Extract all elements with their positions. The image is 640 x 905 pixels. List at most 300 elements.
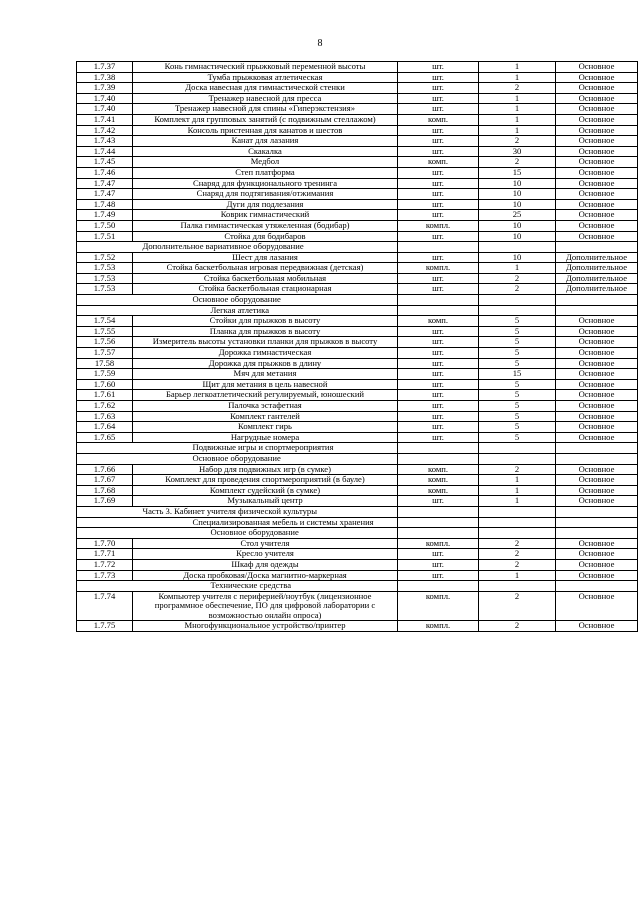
section-title: Основное оборудование	[133, 528, 398, 539]
table-row	[77, 146, 638, 157]
item-quantity: 5	[479, 401, 556, 412]
item-quantity: 1	[479, 114, 556, 125]
item-type: Дополнительное	[556, 273, 638, 284]
item-unit: шт.	[398, 358, 479, 369]
section-unit-cell	[398, 517, 479, 528]
item-number: 1.7.57	[77, 348, 133, 359]
table-row	[77, 252, 638, 263]
section-number-cell	[77, 506, 133, 517]
item-unit: шт.	[398, 104, 479, 115]
item-number: 1.7.47	[77, 189, 133, 200]
item-quantity: 15	[479, 167, 556, 178]
item-unit: шт.	[398, 411, 479, 422]
item-unit: компл.	[398, 621, 479, 632]
item-type: Основное	[556, 358, 638, 369]
item-unit: шт.	[398, 326, 479, 337]
item-unit: компл.	[398, 263, 479, 274]
item-quantity: 30	[479, 146, 556, 157]
item-unit: шт.	[398, 178, 479, 189]
item-quantity: 5	[479, 326, 556, 337]
item-unit: шт.	[398, 422, 479, 433]
item-name: Комплект гирь	[133, 422, 398, 433]
item-unit: шт.	[398, 199, 479, 210]
item-number: 1.7.56	[77, 337, 133, 348]
item-quantity: 1	[479, 485, 556, 496]
item-number: 1.7.41	[77, 114, 133, 125]
item-quantity: 1	[479, 104, 556, 115]
item-number: 1.7.68	[77, 485, 133, 496]
section-qty-cell	[479, 443, 556, 454]
item-name: Снаряд для функционального тренинга	[133, 178, 398, 189]
item-type: Основное	[556, 390, 638, 401]
item-name: Палочка эстафетная	[133, 401, 398, 412]
item-number: 1.7.55	[77, 326, 133, 337]
section-number-cell	[77, 528, 133, 539]
item-type: Дополнительное	[556, 284, 638, 295]
item-number: 1.7.62	[77, 401, 133, 412]
table-row	[77, 114, 638, 125]
item-unit: шт.	[398, 369, 479, 380]
item-quantity: 5	[479, 422, 556, 433]
item-quantity: 10	[479, 220, 556, 231]
table-row	[77, 621, 638, 632]
item-name: Планка для прыжков в высоту	[133, 326, 398, 337]
section-header-row	[77, 453, 638, 464]
item-name: Тренажер навесной для спины «Гиперэкстензия»	[133, 104, 398, 115]
table-row	[77, 263, 638, 274]
item-type: Основное	[556, 369, 638, 380]
item-type: Основное	[556, 178, 638, 189]
item-number: 1.7.46	[77, 167, 133, 178]
item-quantity: 2	[479, 464, 556, 475]
table-row	[77, 411, 638, 422]
item-type: Дополнительное	[556, 263, 638, 274]
item-number: 1.7.67	[77, 475, 133, 486]
item-number: 1.7.73	[77, 570, 133, 581]
item-type: Основное	[556, 231, 638, 242]
item-number: 1.7.52	[77, 252, 133, 263]
table-row	[77, 401, 638, 412]
section-header-row	[77, 305, 638, 316]
item-type: Основное	[556, 475, 638, 486]
item-unit: шт.	[398, 146, 479, 157]
table-row	[77, 559, 638, 570]
item-unit: шт.	[398, 252, 479, 263]
item-number: 1.7.38	[77, 72, 133, 83]
section-unit-cell	[398, 295, 479, 306]
item-quantity: 2	[479, 549, 556, 560]
item-unit: шт.	[398, 284, 479, 295]
item-quantity: 2	[479, 559, 556, 570]
section-qty-cell	[479, 528, 556, 539]
item-type: Основное	[556, 125, 638, 136]
item-name: Стойка баскетбольная игровая передвижная (детская)	[133, 263, 398, 274]
item-name: Степ платформа	[133, 167, 398, 178]
item-unit: шт.	[398, 167, 479, 178]
item-name: Мяч для метания	[133, 369, 398, 380]
section-qty-cell	[479, 295, 556, 306]
item-unit: комп.	[398, 157, 479, 168]
item-type: Основное	[556, 93, 638, 104]
item-number: 1.7.60	[77, 379, 133, 390]
section-unit-cell	[398, 443, 479, 454]
section-number-cell	[77, 295, 133, 306]
item-number: 1.7.53	[77, 263, 133, 274]
section-type-cell	[556, 581, 638, 592]
item-type: Основное	[556, 464, 638, 475]
item-type: Основное	[556, 559, 638, 570]
item-quantity: 10	[479, 199, 556, 210]
item-quantity: 15	[479, 369, 556, 380]
item-quantity: 1	[479, 72, 556, 83]
section-qty-cell	[479, 242, 556, 253]
item-number: 1.7.71	[77, 549, 133, 560]
item-number: 1.7.48	[77, 199, 133, 210]
table-row	[77, 326, 638, 337]
item-name: Коврик гимнастический	[133, 210, 398, 221]
section-unit-cell	[398, 528, 479, 539]
item-type: Основное	[556, 422, 638, 433]
section-header-row	[77, 506, 638, 517]
item-quantity: 2	[479, 284, 556, 295]
item-type: Основное	[556, 146, 638, 157]
item-number: 1.7.53	[77, 273, 133, 284]
section-number-cell	[77, 581, 133, 592]
section-type-cell	[556, 517, 638, 528]
item-name: Дорожка гимнастическая	[133, 348, 398, 359]
item-type: Основное	[556, 485, 638, 496]
table-row	[77, 390, 638, 401]
table-row	[77, 485, 638, 496]
section-type-cell	[556, 443, 638, 454]
section-number-cell	[77, 443, 133, 454]
section-unit-cell	[398, 242, 479, 253]
item-number: 1.7.42	[77, 125, 133, 136]
item-name: Компьютер учителя с периферией/ноутбук (лицензионное программное обеспечение, ПО для цифровой лаборатории с возможностью онлайн опроса)	[133, 591, 398, 621]
table-row	[77, 231, 638, 242]
item-name: Стол учителя	[133, 538, 398, 549]
item-quantity: 2	[479, 136, 556, 147]
item-name: Дуги для подлезания	[133, 199, 398, 210]
item-quantity: 1	[479, 475, 556, 486]
section-unit-cell	[398, 453, 479, 464]
section-type-cell	[556, 453, 638, 464]
item-quantity: 10	[479, 189, 556, 200]
table-row	[77, 72, 638, 83]
item-number: 1.7.70	[77, 538, 133, 549]
item-quantity: 25	[479, 210, 556, 221]
item-unit: шт.	[398, 390, 479, 401]
item-name: Барьер легкоатлетический регулируемый, юношеский	[133, 390, 398, 401]
table-row	[77, 337, 638, 348]
item-number: 1.7.54	[77, 316, 133, 327]
item-quantity: 10	[479, 252, 556, 263]
item-number: 1.7.49	[77, 210, 133, 221]
table-row	[77, 316, 638, 327]
item-number: 1.7.50	[77, 220, 133, 231]
section-type-cell	[556, 242, 638, 253]
table-row	[77, 189, 638, 200]
item-number: 1.7.44	[77, 146, 133, 157]
table-row	[77, 136, 638, 147]
item-quantity: 5	[479, 411, 556, 422]
section-number-cell	[77, 305, 133, 316]
section-title: Технические средства	[133, 581, 398, 592]
section-title: Специализированная мебель и системы хранения	[133, 517, 398, 528]
table-row	[77, 93, 638, 104]
section-qty-cell	[479, 305, 556, 316]
item-type: Основное	[556, 411, 638, 422]
item-quantity: 1	[479, 93, 556, 104]
item-unit: шт.	[398, 549, 479, 560]
section-unit-cell	[398, 305, 479, 316]
item-number: 1.7.39	[77, 83, 133, 94]
item-number: 1.7.47	[77, 178, 133, 189]
item-quantity: 1	[479, 496, 556, 507]
item-quantity: 2	[479, 621, 556, 632]
item-quantity: 10	[479, 231, 556, 242]
table-row	[77, 348, 638, 359]
item-unit: шт.	[398, 125, 479, 136]
table-row	[77, 422, 638, 433]
item-name: Комплект для проведения спортмероприятий (в бауле)	[133, 475, 398, 486]
table-row	[77, 475, 638, 486]
item-type: Основное	[556, 316, 638, 327]
item-name: Тренажер навесной для пресса	[133, 93, 398, 104]
table-row	[77, 538, 638, 549]
item-unit: шт.	[398, 210, 479, 221]
table-row	[77, 199, 638, 210]
table-row	[77, 125, 638, 136]
table-row	[77, 284, 638, 295]
item-unit: компл.	[398, 591, 479, 621]
item-number: 1.7.65	[77, 432, 133, 443]
item-name: Снаряд для подтягивания/отжимания	[133, 189, 398, 200]
item-unit: шт.	[398, 273, 479, 284]
table-row	[77, 83, 638, 94]
table-row	[77, 358, 638, 369]
section-type-cell	[556, 506, 638, 517]
item-type: Основное	[556, 401, 638, 412]
item-name: Комплект гантелей	[133, 411, 398, 422]
item-type: Основное	[556, 326, 638, 337]
item-number: 1.7.43	[77, 136, 133, 147]
item-quantity: 1	[479, 263, 556, 274]
item-name: Скакалка	[133, 146, 398, 157]
item-unit: шт.	[398, 72, 479, 83]
item-unit: шт.	[398, 432, 479, 443]
item-unit: шт.	[398, 62, 479, 73]
section-unit-cell	[398, 506, 479, 517]
item-type: Основное	[556, 167, 638, 178]
item-unit: комп.	[398, 475, 479, 486]
item-type: Основное	[556, 348, 638, 359]
item-type: Основное	[556, 62, 638, 73]
table-row	[77, 464, 638, 475]
item-number: 1.7.59	[77, 369, 133, 380]
item-unit: комп.	[398, 464, 479, 475]
item-name: Консоль пристенная для канатов и шестов	[133, 125, 398, 136]
item-number: 1.7.69	[77, 496, 133, 507]
item-number: 1.7.72	[77, 559, 133, 570]
table-row	[77, 369, 638, 380]
table-row	[77, 220, 638, 231]
item-unit: шт.	[398, 401, 479, 412]
item-name: Стойки для прыжков в высоту	[133, 316, 398, 327]
section-title: Подвижные игры и спортмероприятия	[133, 443, 398, 454]
equipment-table	[76, 61, 638, 632]
item-number: 1.7.45	[77, 157, 133, 168]
table-row	[77, 570, 638, 581]
section-type-cell	[556, 295, 638, 306]
item-name: Шест для лазания	[133, 252, 398, 263]
section-qty-cell	[479, 581, 556, 592]
section-title: Основное оборудование	[133, 453, 398, 464]
table-row	[77, 432, 638, 443]
table-row	[77, 104, 638, 115]
table-row	[77, 210, 638, 221]
item-quantity: 5	[479, 379, 556, 390]
item-quantity: 5	[479, 432, 556, 443]
item-quantity: 2	[479, 157, 556, 168]
item-name: Шкаф для одежды	[133, 559, 398, 570]
equipment-table-body	[77, 62, 638, 632]
item-name: Комплект судейский (в сумке)	[133, 485, 398, 496]
item-quantity: 2	[479, 591, 556, 621]
item-quantity: 1	[479, 125, 556, 136]
item-number: 1.7.66	[77, 464, 133, 475]
item-type: Основное	[556, 83, 638, 94]
item-number: 1.7.63	[77, 411, 133, 422]
item-type: Основное	[556, 432, 638, 443]
item-quantity: 2	[479, 538, 556, 549]
item-type: Основное	[556, 538, 638, 549]
item-number: 1.7.74	[77, 591, 133, 621]
section-type-cell	[556, 305, 638, 316]
item-name: Доска пробковая/Доска магнитно-маркерная	[133, 570, 398, 581]
item-number: 1.7.40	[77, 104, 133, 115]
item-unit: комп.	[398, 316, 479, 327]
item-type: Основное	[556, 621, 638, 632]
item-unit: шт.	[398, 379, 479, 390]
table-row	[77, 167, 638, 178]
item-name: Стойка баскетбольная стационарная	[133, 284, 398, 295]
item-number: 1.7.75	[77, 621, 133, 632]
item-name: Доска навесная для гимнастической стенки	[133, 83, 398, 94]
section-title: Легкая атлетика	[133, 305, 398, 316]
item-type: Основное	[556, 199, 638, 210]
item-type: Основное	[556, 496, 638, 507]
item-quantity: 1	[479, 570, 556, 581]
section-qty-cell	[479, 453, 556, 464]
item-type: Основное	[556, 157, 638, 168]
item-unit: шт.	[398, 136, 479, 147]
table-row	[77, 62, 638, 73]
item-unit: шт.	[398, 496, 479, 507]
item-unit: шт.	[398, 83, 479, 94]
item-name: Стойка для бодибаров	[133, 231, 398, 242]
section-header-row	[77, 517, 638, 528]
item-number: 1.7.53	[77, 284, 133, 295]
item-type: Основное	[556, 549, 638, 560]
table-row	[77, 178, 638, 189]
item-name: Щит для метания в цель навесной	[133, 379, 398, 390]
item-name: Канат для лазания	[133, 136, 398, 147]
table-row	[77, 379, 638, 390]
section-header-row	[77, 295, 638, 306]
item-quantity: 5	[479, 316, 556, 327]
item-number: 1.7.64	[77, 422, 133, 433]
item-name: Многофункциональное устройство/принтер	[133, 621, 398, 632]
section-number-cell	[77, 453, 133, 464]
item-name: Дорожка для прыжков в длину	[133, 358, 398, 369]
item-number: 17.58	[77, 358, 133, 369]
item-quantity: 5	[479, 390, 556, 401]
item-quantity: 5	[479, 348, 556, 359]
item-unit: шт.	[398, 231, 479, 242]
table-row	[77, 549, 638, 560]
item-name: Музыкальный центр	[133, 496, 398, 507]
item-type: Основное	[556, 114, 638, 125]
table-row	[77, 273, 638, 284]
item-number: 1.7.40	[77, 93, 133, 104]
item-type: Дополнительное	[556, 252, 638, 263]
item-type: Основное	[556, 104, 638, 115]
item-type: Основное	[556, 72, 638, 83]
item-name: Стойка баскетбольная мобильная	[133, 273, 398, 284]
item-type: Основное	[556, 570, 638, 581]
item-name: Кресло учителя	[133, 549, 398, 560]
section-number-cell	[77, 517, 133, 528]
section-title: Часть 3. Кабинет учителя физической культуры	[133, 506, 398, 517]
page-number: 8	[317, 38, 323, 49]
item-number: 1.7.51	[77, 231, 133, 242]
item-name: Конь гимнастический прыжковый переменной высоты	[133, 62, 398, 73]
section-type-cell	[556, 528, 638, 539]
item-type: Основное	[556, 379, 638, 390]
item-unit: комп.	[398, 114, 479, 125]
item-unit: шт.	[398, 337, 479, 348]
item-name: Тумба прыжковая атлетическая	[133, 72, 398, 83]
item-name: Медбол	[133, 157, 398, 168]
section-unit-cell	[398, 581, 479, 592]
item-unit: шт.	[398, 348, 479, 359]
section-title: Дополнительное вариативное оборудование	[133, 242, 398, 253]
item-quantity: 10	[479, 178, 556, 189]
item-type: Основное	[556, 136, 638, 147]
item-quantity: 2	[479, 273, 556, 284]
item-unit: шт.	[398, 189, 479, 200]
section-header-row	[77, 443, 638, 454]
item-name: Комплект для групповых занятий (с подвижным стеллажом)	[133, 114, 398, 125]
item-number: 1.7.37	[77, 62, 133, 73]
section-qty-cell	[479, 506, 556, 517]
table-row	[77, 157, 638, 168]
item-name: Набор для подвижных игр (в сумке)	[133, 464, 398, 475]
section-header-row	[77, 242, 638, 253]
section-qty-cell	[479, 517, 556, 528]
item-name: Нагрудные номера	[133, 432, 398, 443]
item-unit: комп.	[398, 485, 479, 496]
item-unit: компл.	[398, 220, 479, 231]
item-name: Измеритель высоты установки планки для прыжков в высоту	[133, 337, 398, 348]
section-header-row	[77, 528, 638, 539]
item-type: Основное	[556, 591, 638, 621]
item-quantity: 1	[479, 62, 556, 73]
section-number-cell	[77, 242, 133, 253]
item-unit: шт.	[398, 93, 479, 104]
item-type: Основное	[556, 220, 638, 231]
